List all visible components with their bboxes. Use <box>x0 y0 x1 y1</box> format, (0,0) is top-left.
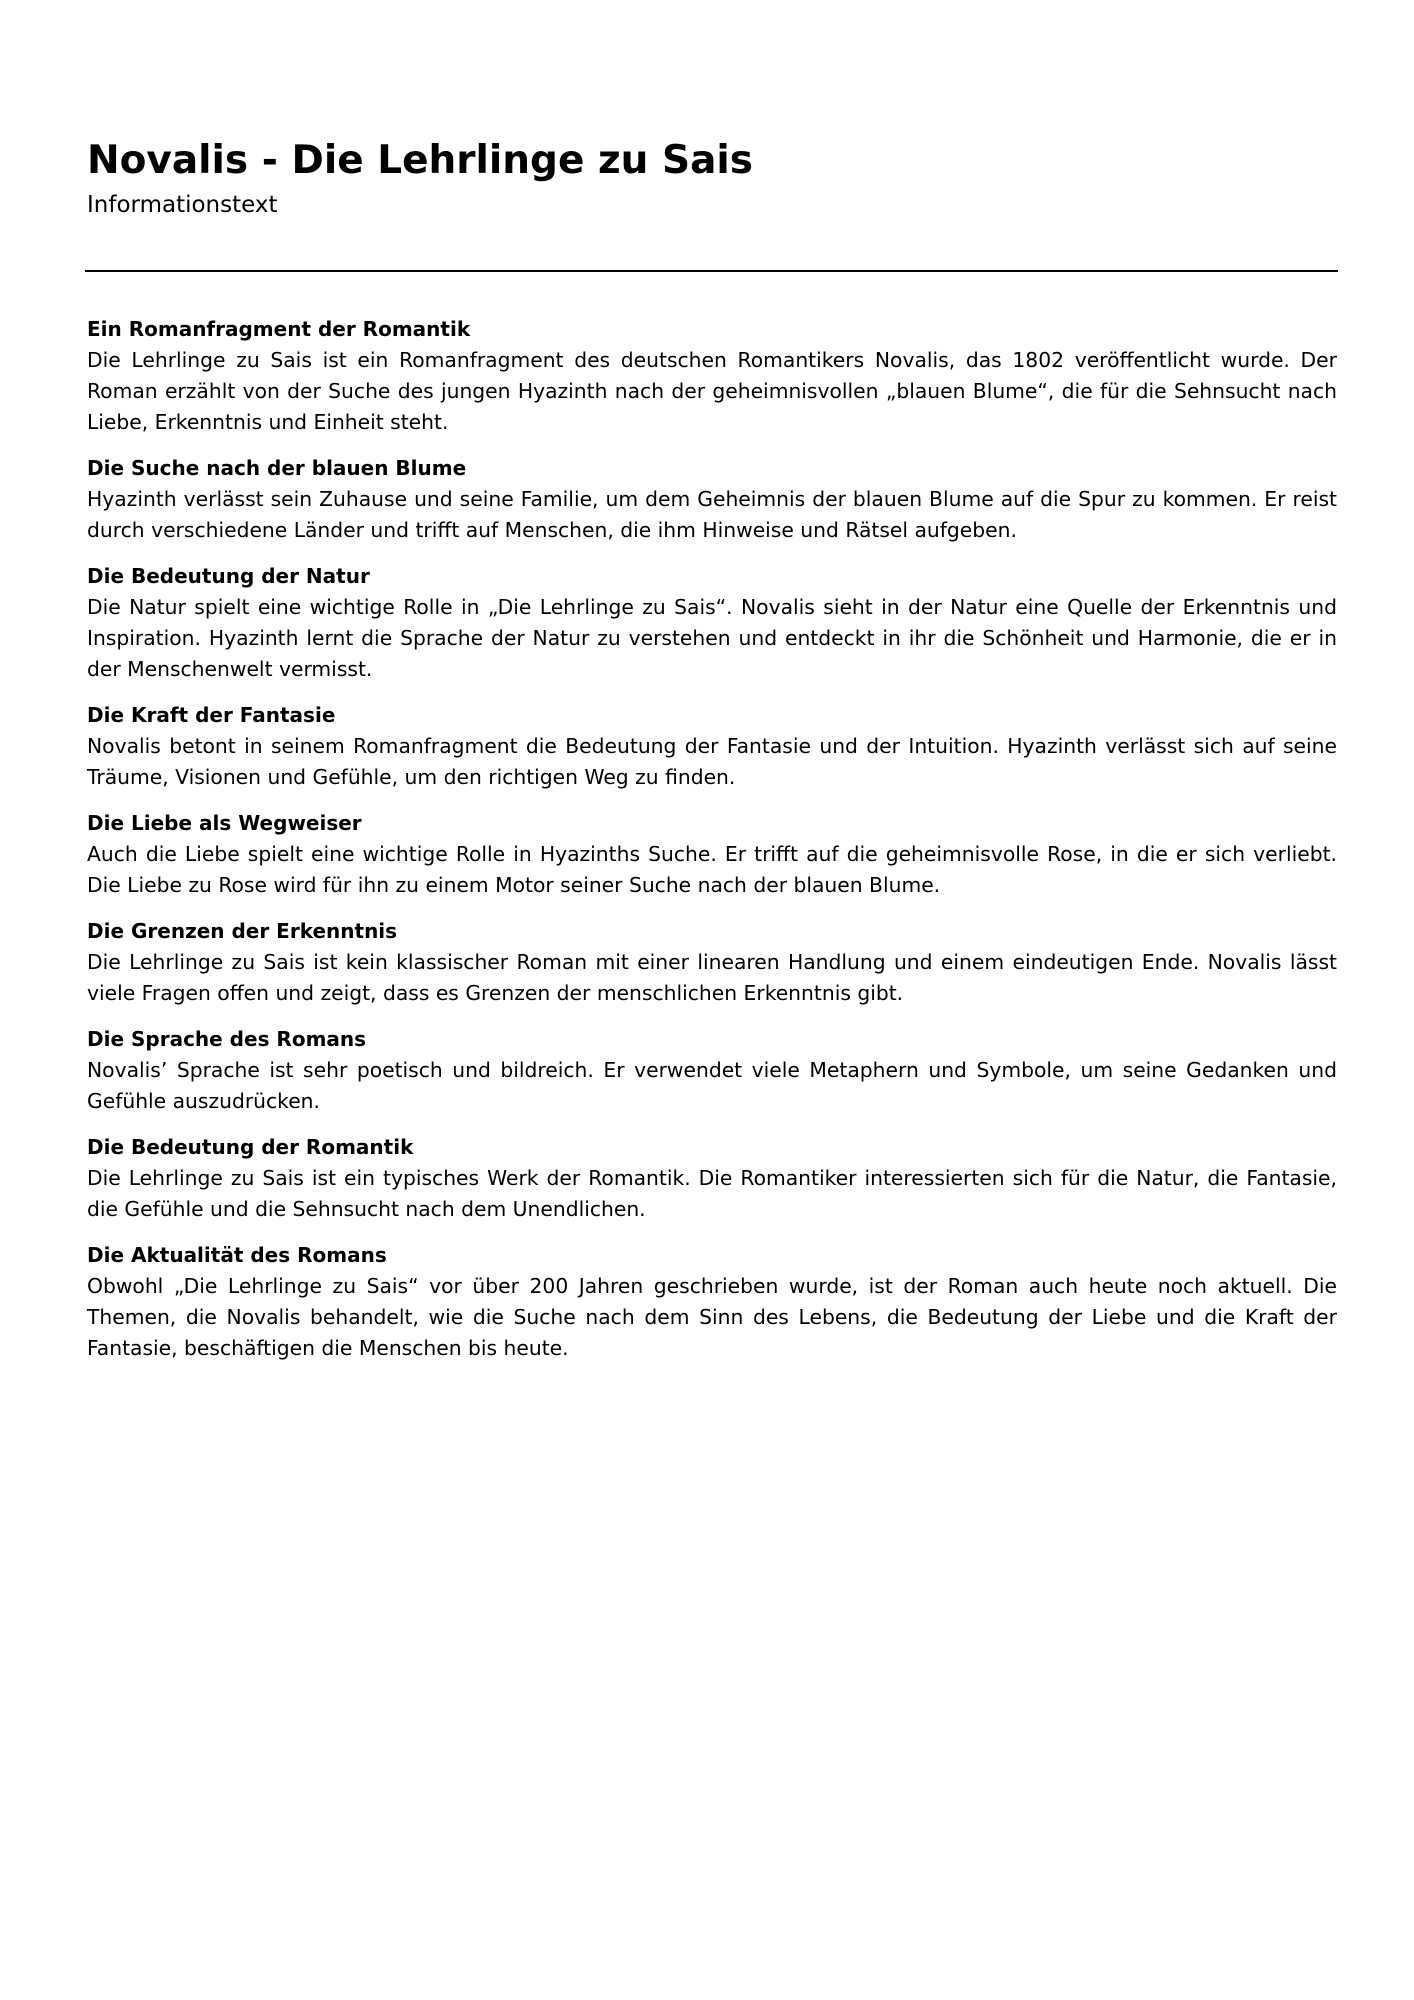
section-natur <box>87 561 1337 685</box>
section-text: Novalis betont in seinem Romanfragment die Bedeutung der Fantasie und der Intuition. Hyazinth verlässt sich auf seine Träume, Visionen und Gefühle, um den richtigen Weg zu finden. <box>87 734 1337 789</box>
section-romantik <box>87 1132 1337 1225</box>
section-heading: Die Kraft der Fantasie <box>87 703 336 727</box>
document-body <box>87 314 1337 1379</box>
section-heading: Die Bedeutung der Natur <box>87 564 370 588</box>
section-heading: Die Aktualität des Romans <box>87 1243 387 1267</box>
section-sprache <box>87 1024 1337 1117</box>
section-heading: Die Bedeutung der Romantik <box>87 1135 414 1159</box>
section-text: Die Natur spielt eine wichtige Rolle in „Die Lehrlinge zu Sais“. Novalis sieht in der Natur eine Quelle der Erkenntnis und Inspiration. Hyazinth lernt die Sprache der Natur zu verstehen und entdeckt in ihr die Schönheit und Harmonie, die er in der Menschenwelt vermisst. <box>87 595 1337 681</box>
section-text: Die Lehrlinge zu Sais ist ein typisches Werk der Romantik. Die Romantiker interessierten sich für die Natur, die Fantasie, die Gefühle und die Sehnsucht nach dem Unendlichen. <box>87 1166 1337 1221</box>
section-text: Die Lehrlinge zu Sais ist ein Romanfragment des deutschen Romantikers Novalis, das 1802 veröffentlicht wurde. Der Roman erzählt von der Suche des jungen Hyazinth nach der geheimnisvollen „blauen Blume“, die für die Sehnsucht nach Liebe, Erkenntnis und Einheit steht. <box>87 348 1337 434</box>
header-divider <box>85 270 1338 272</box>
section-text: Die Lehrlinge zu Sais ist kein klassischer Roman mit einer linearen Handlung und einem eindeutigen Ende. Novalis lässt viele Fragen offen und zeigt, dass es Grenzen der menschlichen Erkenntnis gibt. <box>87 950 1337 1005</box>
document-title: Novalis - Die Lehrlinge zu Sais <box>87 138 754 183</box>
section-fantasie <box>87 700 1337 793</box>
section-heading: Die Liebe als Wegweiser <box>87 811 362 835</box>
section-heading: Die Sprache des Romans <box>87 1027 367 1051</box>
document-subtitle: Informationstext <box>87 192 278 218</box>
section-aktualitaet <box>87 1240 1337 1364</box>
section-heading: Ein Romanfragment der Romantik <box>87 317 471 341</box>
section-text: Auch die Liebe spielt eine wichtige Rolle in Hyazinths Suche. Er trifft auf die geheimnisvolle Rose, in die er sich verliebt. Die Liebe zu Rose wird für ihn zu einem Motor seiner Suche nach der blauen Blume. <box>87 842 1337 897</box>
section-liebe <box>87 808 1337 901</box>
section-romanfragment <box>87 314 1337 438</box>
section-text: Hyazinth verlässt sein Zuhause und seine Familie, um dem Geheimnis der blauen Blume auf die Spur zu kommen. Er reist durch verschiedene Länder und trifft auf Menschen, die ihm Hinweise und Rätsel aufgeben. <box>87 487 1337 542</box>
section-text: Obwohl „Die Lehrlinge zu Sais“ vor über 200 Jahren geschrieben wurde, ist der Roman auch heute noch aktuell. Die Themen, die Novalis behandelt, wie die Suche nach dem Sinn des Lebens, die Bedeutung der Liebe und die Kraft der Fantasie, beschäftigen die Menschen bis heute. <box>87 1274 1337 1360</box>
section-blaue-blume <box>87 453 1337 546</box>
section-text: Novalis’ Sprache ist sehr poetisch und bildreich. Er verwendet viele Metaphern und Symbole, um seine Gedanken und Gefühle auszudrücken. <box>87 1058 1337 1113</box>
section-heading: Die Suche nach der blauen Blume <box>87 456 467 480</box>
section-heading: Die Grenzen der Erkenntnis <box>87 919 398 943</box>
section-erkenntnis <box>87 916 1337 1009</box>
